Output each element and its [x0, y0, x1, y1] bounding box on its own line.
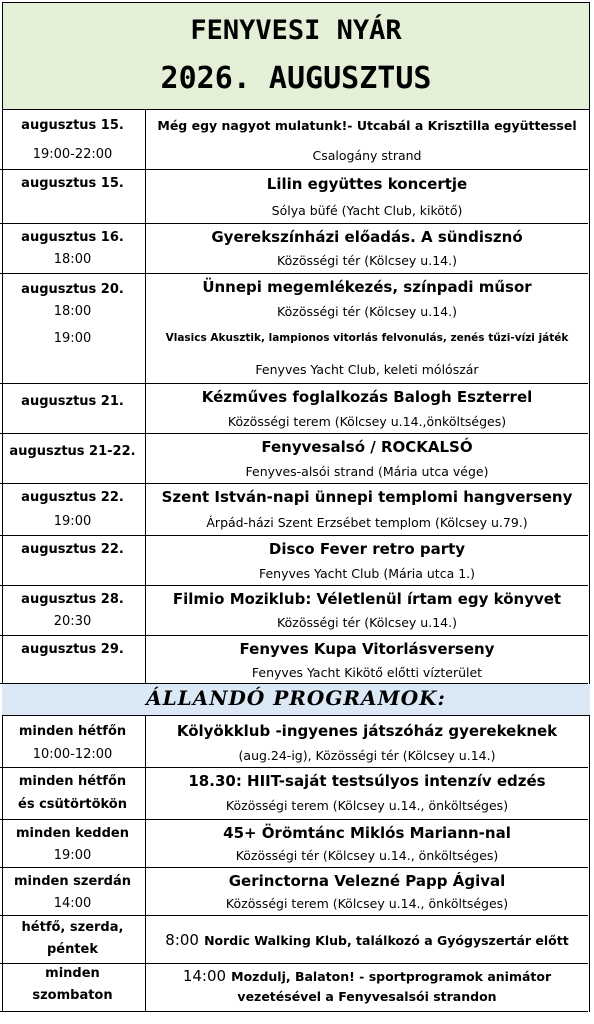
event-title-2: Vlasics Akusztik, lampionos vitorlás felvonulás, zenés tűzi-vízi játék [165, 332, 569, 344]
event-time: 19:00-22:00 [32, 147, 113, 162]
table-row [0, 170, 588, 224]
program-day-2: és csütörtökön [18, 797, 127, 812]
event-date: augusztus 21-22. [9, 444, 136, 459]
event-place: Sólya büfé (Yacht Club, kikötő) [271, 203, 463, 218]
event-date: augusztus 22. [21, 490, 124, 505]
program-place: (aug.24-ig), Közösségi tér (Kölcsey u.14.) [238, 748, 496, 763]
page-subtitle: 2026. AUGUSZTUS [160, 61, 432, 96]
program-day-2: péntek [46, 942, 99, 957]
table-row [0, 636, 588, 684]
program-day: minden kedden [16, 826, 129, 841]
event-date: augusztus 29. [21, 642, 124, 657]
event-place: Közösségi tér (Kölcsey u.14.) [277, 253, 457, 268]
program-title-2: vezetésével a Fenyvesalsói strandon [237, 989, 497, 1004]
page-header [2, 2, 590, 110]
table-row [0, 916, 588, 964]
event-place: Csalogány strand [312, 148, 422, 163]
program-place: Közösségi terem (Kölcsey u.14., önköltséges) [225, 896, 509, 911]
table-row [0, 768, 588, 820]
event-place: Fenyves-alsói strand (Mária utca vége) [245, 464, 489, 479]
page-title: FENYVESI NYÁR [190, 15, 402, 46]
event-title: Még egy nagyot mulatunk!- Utcabál a Krisztilla együttessel [157, 118, 577, 133]
event-date: augusztus 15. [21, 118, 124, 133]
table-row [0, 536, 588, 586]
event-date: augusztus 15. [21, 176, 124, 191]
event-title: Lilin együttes koncertje [266, 175, 468, 193]
event-time: 18:00 [53, 304, 92, 319]
program-day: minden [45, 966, 100, 981]
table-row [0, 820, 588, 868]
event-time: 19:00 [53, 514, 92, 529]
program-day: minden hétfőn [18, 724, 127, 739]
program-title: Nordic Walking Klub, találkozó a Gyógyszertár előtt [204, 933, 569, 948]
program-time: 19:00 [53, 848, 92, 863]
event-title: Disco Fever retro party [268, 540, 466, 558]
program-line [148, 930, 586, 949]
event-time-2: 19:00 [53, 331, 92, 346]
event-date: augusztus 22. [21, 542, 124, 557]
event-title: Kézműves foglalkozás Balogh Eszterrel [201, 388, 533, 406]
program-title: Kölyökklub -ingyenes játszóház gyerekeknek [176, 722, 558, 740]
table-row [0, 224, 588, 274]
table-row [0, 110, 588, 170]
event-place-2: Fenyves Yacht Club, keleti mólószár [255, 362, 479, 377]
event-place: Árpád-házi Szent Erzsébet templom (Kölcsey u.79.) [206, 515, 528, 530]
section-title: ÁLLANDÓ PROGRAMOK: [146, 686, 446, 710]
table-row [0, 964, 588, 1012]
program-title: 18.30: HIIT-saját testsúlyos intenzív edzés [188, 772, 546, 790]
event-place: Fenyves Yacht Club (Mária utca 1.) [258, 566, 476, 581]
event-place: Közösségi tér (Kölcsey u.14.) [277, 615, 457, 630]
table-row [0, 868, 588, 916]
program-title: Gerinctorna Velezné Papp Ágival [228, 872, 506, 890]
table-row [0, 586, 588, 636]
event-title: Gyerekszínházi előadás. A sündisznó [211, 228, 523, 246]
event-title: Filmio Moziklub: Véletlenül írtam egy könyvet [172, 590, 562, 608]
program-day-2: szombaton [32, 988, 113, 1003]
table-row [0, 274, 588, 384]
permanent-programs-heading [2, 684, 590, 716]
program-time: 14:00 [53, 896, 92, 911]
program-day: minden szerdán [13, 874, 132, 889]
event-date: augusztus 20. [21, 282, 124, 297]
event-place: Közösségi tér (Kölcsey u.14.) [277, 304, 457, 319]
event-title: Fenyves Kupa Vitorlásverseny [239, 640, 495, 658]
event-time: 18:00 [53, 252, 92, 267]
event-place: Közösségi terem (Kölcsey u.14.,önköltséges) [227, 414, 507, 429]
event-date: augusztus 21. [21, 394, 124, 409]
event-title: Szent István-napi ünnepi templomi hangverseny [161, 488, 573, 506]
program-time: 10:00-12:00 [32, 747, 113, 762]
program-place: Közösségi terem (Kölcsey u.14., önköltséges) [225, 798, 509, 813]
table-row [0, 384, 588, 434]
program-day: hétfő, szerda, [21, 920, 124, 935]
program-time: 8:00 [165, 931, 199, 949]
event-title: Fenyvesalsó / ROCKALSÓ [261, 438, 473, 456]
event-time: 20:30 [53, 614, 92, 629]
table-row [0, 484, 588, 536]
event-place: Fenyves Yacht Kikötő előtti vízterület [251, 665, 483, 680]
program-title: 45+ Örömtánc Miklós Mariann-nal [223, 824, 511, 842]
event-date: augusztus 28. [21, 592, 124, 607]
program-time: 14:00 [182, 967, 227, 985]
program-title: Mozdulj, Balaton! - sportprogramok animátor [231, 969, 552, 984]
event-title: Ünnepi megemlékezés, színpadi műsor [202, 278, 532, 296]
program-line [148, 966, 586, 985]
program-place: Közösségi tér (Kölcsey u.14., önköltséges) [235, 848, 499, 863]
table-row [0, 716, 588, 768]
table-row [0, 434, 588, 484]
event-date: augusztus 16. [21, 230, 124, 245]
program-day: minden hétfőn [18, 774, 127, 789]
